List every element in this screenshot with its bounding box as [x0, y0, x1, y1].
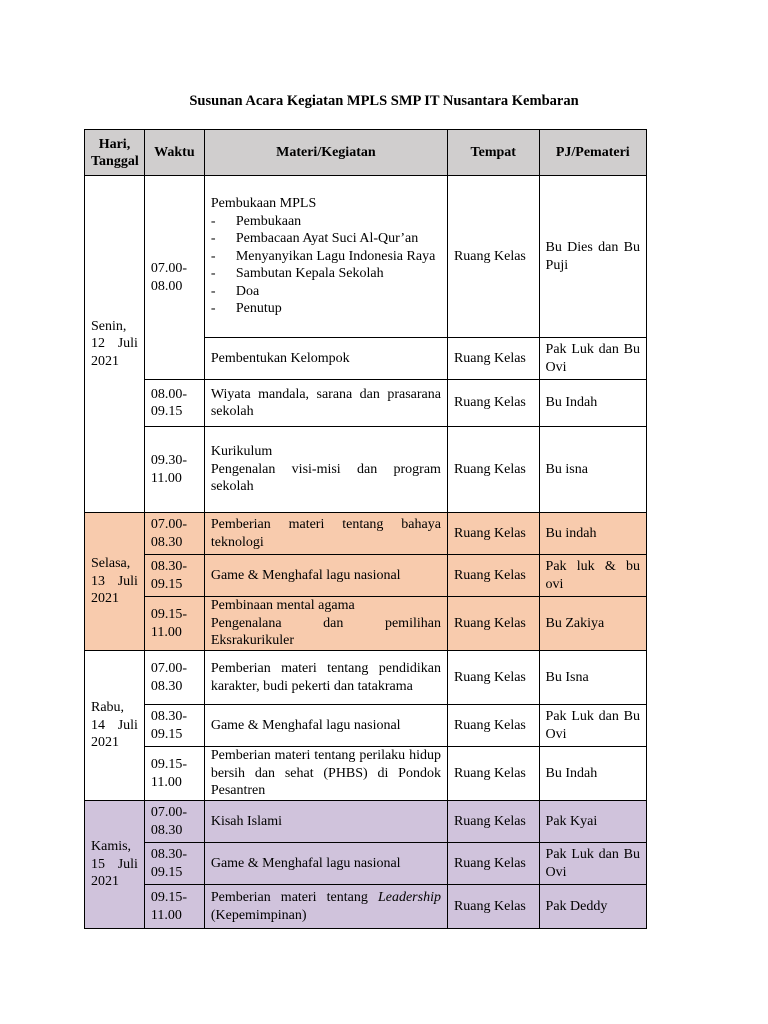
activity-cell — [204, 885, 447, 929]
table-row — [85, 176, 647, 338]
pic-cell: Pak Deddy — [539, 885, 646, 929]
list-item: - Pembukaan — [211, 213, 441, 231]
header-place: Tempat — [447, 130, 539, 176]
activity-cell: Pemberian materi tentang perilaku hidup bersih dan sehat (PHBS) di Pondok Pesantren — [204, 747, 447, 801]
pic-cell: Bu Dies dan Bu Puji — [539, 176, 646, 338]
day-cell: Senin, 12 Juli 2021 — [85, 176, 145, 513]
day-cell: Selasa, 13 Juli 2021 — [85, 513, 145, 651]
activity-italic-text: Leadership — [377, 890, 441, 905]
place-cell: Ruang Kelas — [447, 513, 539, 555]
list-item: - Pembacaan Ayat Suci Al-Qur’an — [211, 230, 441, 248]
time-cell: 09.15-11.00 — [144, 747, 204, 801]
list-item: - Menyanyikan Lagu Indonesia Raya — [211, 248, 441, 266]
day-cell: Rabu, 14 Juli 2021 — [85, 651, 145, 801]
table-row — [85, 555, 647, 597]
table-header-row — [85, 130, 647, 176]
place-cell: Ruang Kelas — [447, 705, 539, 747]
header-day: Hari, Tanggal — [85, 130, 145, 176]
activity-cell: Pemberian materi tentang bahaya teknologi — [204, 513, 447, 555]
activity-cell: Kisah Islami — [204, 801, 447, 843]
table-row — [85, 801, 647, 843]
pic-cell: Bu Isna — [539, 651, 646, 705]
table-row — [85, 380, 647, 427]
activity-line: Pengenalan visi-misi dan program sekolah — [210, 461, 441, 495]
time-cell: 08.30-09.15 — [144, 705, 204, 747]
pic-cell: Pak Kyai — [539, 801, 646, 843]
pic-cell: Pak Luk dan Bu Ovi — [539, 843, 646, 885]
place-cell: Ruang Kelas — [447, 555, 539, 597]
activity-cell — [204, 176, 447, 338]
time-cell: 08.30-09.15 — [144, 555, 204, 597]
place-cell: Ruang Kelas — [447, 597, 539, 651]
activity-text: Pemberian materi tentang — [210, 890, 368, 905]
table-row — [85, 705, 647, 747]
pic-cell: Bu indah — [539, 513, 646, 555]
header-pic: PJ/Pemateri — [539, 130, 646, 176]
pic-cell: Bu isna — [539, 427, 646, 513]
activity-cell — [204, 427, 447, 513]
place-cell: Ruang Kelas — [447, 427, 539, 513]
time-cell: 09.15-11.00 — [144, 885, 204, 929]
activity-cell: Pembentukan Kelompok — [204, 338, 447, 380]
pic-cell: Pak luk & bu ovi — [539, 555, 646, 597]
time-cell: 09.15-11.00 — [144, 597, 204, 651]
table-row — [85, 651, 647, 705]
table-row — [85, 843, 647, 885]
activity-line: Pengenalana dan pemilihan Eksrakurikuler — [210, 615, 441, 649]
activity-cell — [204, 597, 447, 651]
place-cell: Ruang Kelas — [447, 801, 539, 843]
document-title: Susunan Acara Kegiatan MPLS SMP IT Nusantara Kembaran — [189, 93, 579, 109]
activity-cell: Game & Menghafal lagu nasional — [204, 555, 447, 597]
table-row — [85, 885, 647, 929]
time-cell: 07.00-08.30 — [144, 801, 204, 843]
list-item: - Penutup — [211, 300, 441, 318]
activity-cell: Game & Menghafal lagu nasional — [204, 843, 447, 885]
pic-cell: Pak Luk dan Bu Ovi — [539, 705, 646, 747]
table-row — [85, 513, 647, 555]
activity-cell: Wiyata mandala, sarana dan prasarana sekolah — [204, 380, 447, 427]
place-cell: Ruang Kelas — [447, 747, 539, 801]
place-cell: Ruang Kelas — [447, 338, 539, 380]
list-item: - Sambutan Kepala Sekolah — [211, 265, 441, 283]
header-time: Waktu — [144, 130, 204, 176]
place-cell: Ruang Kelas — [447, 843, 539, 885]
schedule-table — [84, 129, 647, 929]
activity-title: Pembukaan MPLS — [210, 196, 317, 212]
time-cell: 07.00-08.30 — [144, 513, 204, 555]
pic-cell: Bu Zakiya — [539, 597, 646, 651]
pic-cell: Bu Indah — [539, 747, 646, 801]
activity-cell: Game & Menghafal lagu nasional — [204, 705, 447, 747]
table-row — [85, 597, 647, 651]
list-item: - Doa — [211, 283, 441, 301]
pic-cell: Bu Indah — [539, 380, 646, 427]
time-cell: 07.00-08.30 — [144, 651, 204, 705]
activity-cell: Pemberian materi tentang pendidikan karakter, budi pekerti dan tatakrama — [204, 651, 447, 705]
place-cell: Ruang Kelas — [447, 380, 539, 427]
time-cell: 08.30-09.15 — [144, 843, 204, 885]
table-row — [85, 747, 647, 801]
time-cell: 09.30-11.00 — [144, 427, 204, 513]
activity-line: Pembinaan mental agama — [210, 598, 355, 614]
time-cell: 07.00-08.00 — [144, 176, 204, 380]
header-activity: Materi/Kegiatan — [204, 130, 447, 176]
activity-line: Kurikulum — [210, 444, 273, 460]
activity-list — [211, 213, 441, 318]
place-cell: Ruang Kelas — [447, 176, 539, 338]
place-cell: Ruang Kelas — [447, 885, 539, 929]
time-cell: 08.00-09.15 — [144, 380, 204, 427]
activity-text: (Kepemimpinan) — [210, 907, 307, 923]
pic-cell: Pak Luk dan Bu Ovi — [539, 338, 646, 380]
day-cell: Kamis, 15 Juli 2021 — [85, 801, 145, 929]
place-cell: Ruang Kelas — [447, 651, 539, 705]
table-row — [85, 427, 647, 513]
